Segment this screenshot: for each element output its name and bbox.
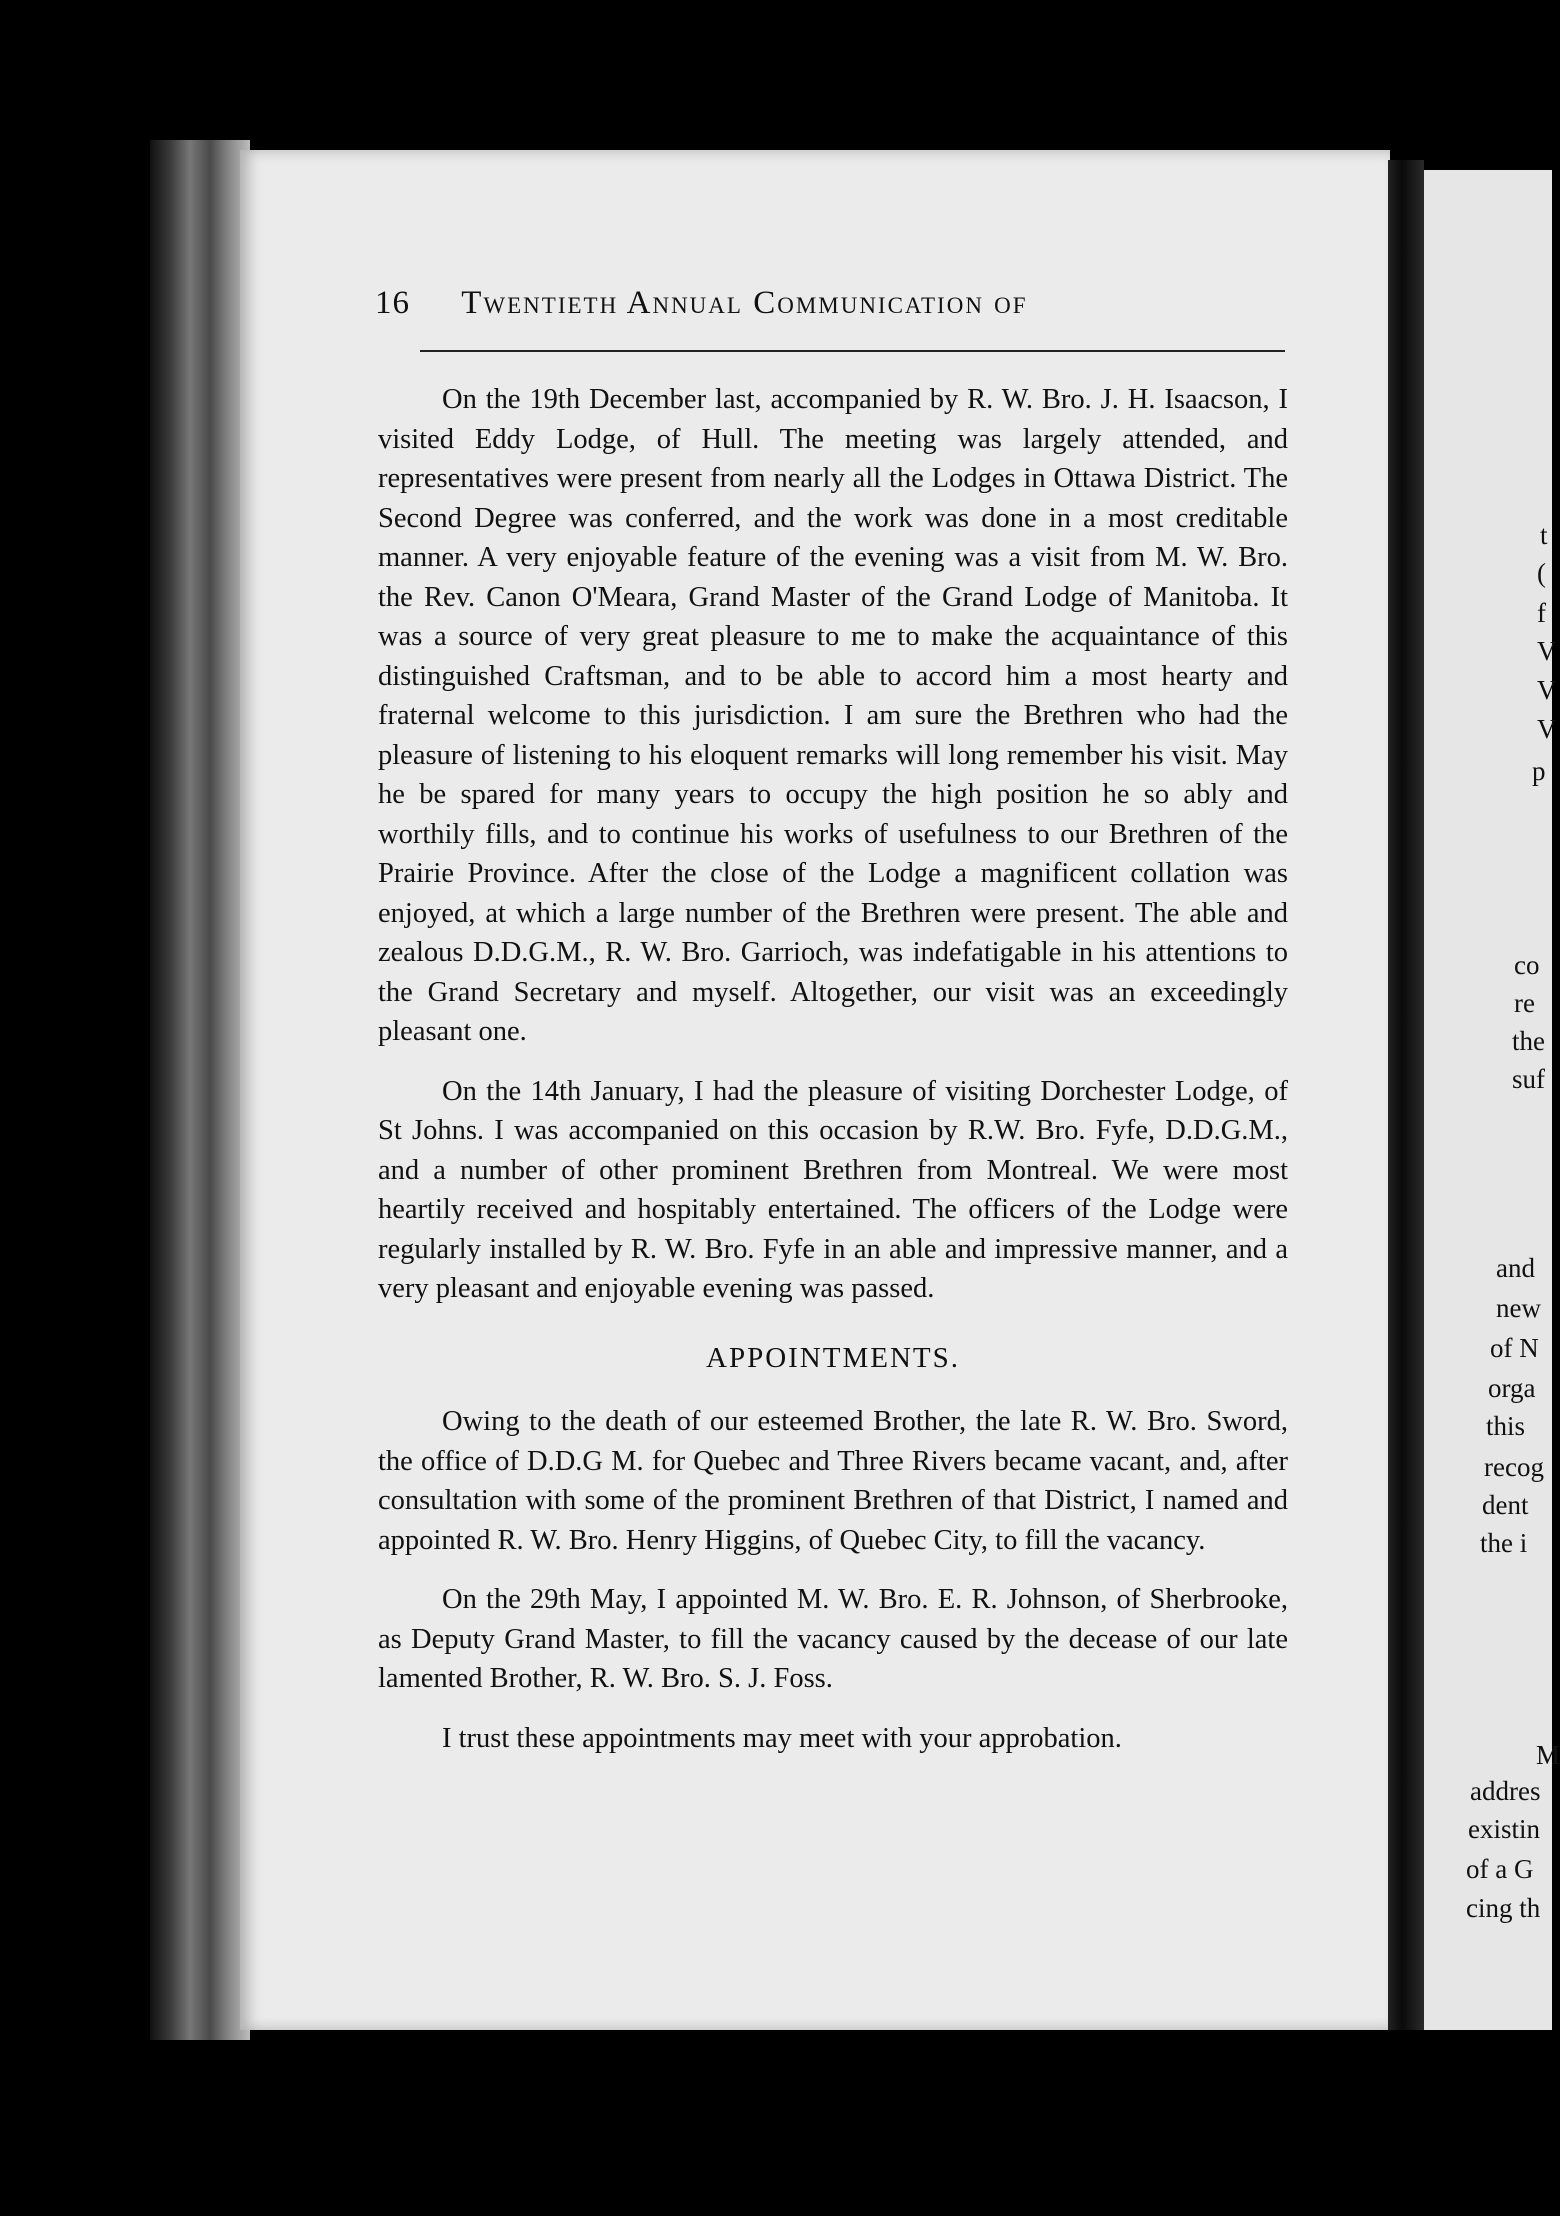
facing-text-fragment: p	[1532, 756, 1546, 786]
facing-text-fragment: addres	[1470, 1776, 1541, 1806]
facing-text-fragment: dent	[1482, 1490, 1529, 1520]
facing-text-fragment: suf	[1512, 1064, 1545, 1094]
page-number: 16	[375, 285, 410, 321]
page-gutter	[1388, 160, 1424, 2030]
facing-text-fragment: this	[1486, 1411, 1526, 1441]
paragraph: I trust these appointments may meet with your approbation.	[442, 1722, 1122, 1754]
facing-text-fragment: V	[1537, 675, 1557, 705]
facing-text-fragment: the	[1512, 1026, 1545, 1056]
book-edge	[150, 140, 250, 2040]
facing-text-fragment: cing th	[1466, 1893, 1541, 1923]
facing-page	[1424, 170, 1560, 2030]
facing-text-fragment: co	[1514, 950, 1540, 980]
facing-text-fragment: t	[1540, 520, 1548, 550]
paragraph: On the 14th January, I had the pleasure of visiting Dorchester Lodge, of St Johns. I was accompanied on this occasion by R.W. Bro. Fyfe, D.D.G.M., and a number of other prominent Brethren from Montreal. We were most heartily received and hospitably entertained. The officers of the Lodge were regularly installed by R. W. Bro. Fyfe in an able and impressive manner, and a very pleasant and enjoyable evening was passed.	[378, 1075, 1288, 1304]
facing-text-fragment: V	[1537, 636, 1557, 666]
paragraph: On the 19th December last, accompanied by R. W. Bro. J. H. Isaacson, I visited Eddy Lodge, of Hull. The meeting was largely attended, and representatives were present from nearly all the Lodges in Ottawa District. The Second Degree was conferred, and the work was done in a most creditable manner. A very enjoyable feature of the evening was a visit from M. W. Bro. the Rev. Canon O'Meara, Grand Master of the Grand Lodge of Manitoba. It was a source of very great pleasure to me to make the acquaintance of this distinguished Craftsman, and to be able to accord him a most hearty and fraternal welcome to this jurisdiction. I am sure the Brethren who had the pleasure of listening to his eloquent remarks will long remember his visit. May he be spared for many years to occupy the high position he so ably and worthily fills, and to continue his works of usefulness to our Brethren of the Prairie Province. After the close of the Lodge a magnificent collation was enjoyed, at which a large number of the Brethren were present. The able and zealous D.D.G.M., R. W. Bro. Garrioch, was indefatigable in his attentions to the Grand Secretary and myself. Altogether, our visit was an exceedingly pleasant one.	[378, 384, 1288, 1047]
paragraph: Owing to the death of our esteemed Brother, the late R. W. Bro. Sword, the office of D.D.G M. for Quebec and Three Rivers became vacant, and, after consultation with some of the prominent Brethren of that District, I named and appointed R. W. Bro. Henry Higgins, of Quebec City, to fill the vacancy.	[378, 1406, 1288, 1556]
facing-text-fragment: recog	[1484, 1452, 1544, 1482]
facing-text-fragment: of N	[1490, 1333, 1539, 1363]
page-title: Twentieth Annual Communication of	[461, 285, 1028, 321]
body-text	[378, 380, 1288, 1778]
facing-text-fragment: new	[1496, 1293, 1541, 1323]
facing-text-fragment: V	[1537, 714, 1557, 744]
facing-text-fragment: f	[1537, 598, 1546, 628]
facing-text-fragment: and	[1496, 1253, 1535, 1283]
header-rule	[420, 350, 1285, 352]
facing-text-fragment: of a G	[1466, 1854, 1534, 1884]
section-heading: APPOINTMENTS.	[706, 1341, 960, 1374]
paragraph: On the 29th May, I appointed M. W. Bro. E. R. Johnson, of Sherbrooke, as Deputy Grand Master, to fill the vacancy caused by the decease of our late lamented Brother, R. W. Bro. S. J. Foss.	[378, 1584, 1288, 1694]
facing-text-fragment: re	[1514, 988, 1535, 1018]
facing-text-fragment: (	[1537, 558, 1546, 588]
facing-text-fragment: M	[1536, 1740, 1560, 1770]
running-head	[375, 285, 1285, 322]
facing-text-fragment: the i	[1480, 1528, 1528, 1558]
facing-text-fragment: orga	[1488, 1373, 1536, 1403]
facing-text-fragment: existin	[1468, 1814, 1540, 1844]
